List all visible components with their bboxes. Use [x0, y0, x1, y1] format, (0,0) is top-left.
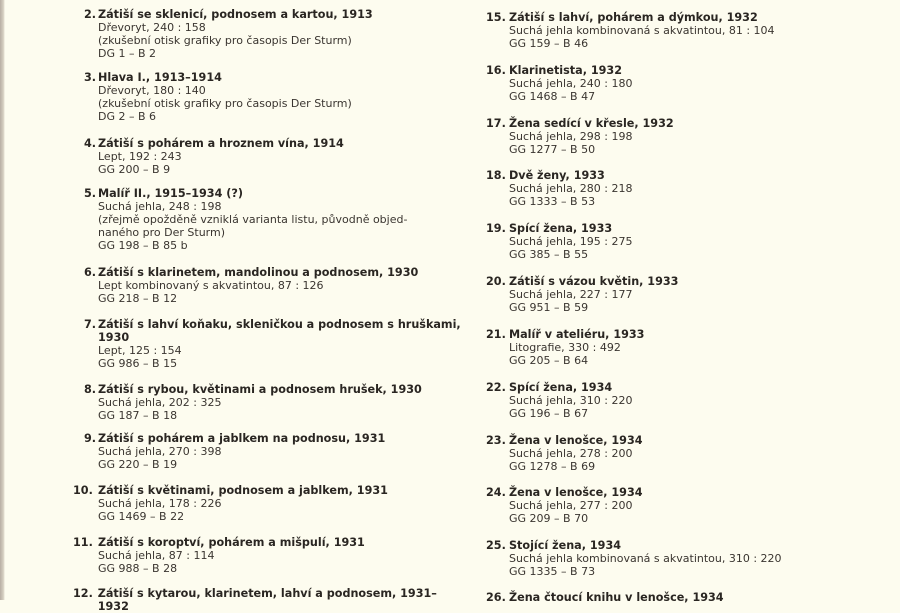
entry-title-continued: 1930: [98, 331, 130, 344]
entry-inventory: GG 196 – B 67: [509, 407, 589, 420]
entry-note: (zřejmě opožděně vzniklá varianta listu, původně objed-: [98, 213, 408, 226]
entry-inventory: GG 218 – B 12: [98, 292, 178, 305]
entry-number: 21.: [486, 328, 506, 341]
entry-number: 8.: [84, 383, 97, 396]
entry-technique: Suchá jehla kombinovaná s akvatintou, 310 : 220: [509, 552, 782, 565]
entry-title: Zátiší s pohárem a hroznem vína, 1914: [98, 137, 344, 150]
entry-inventory: GG 198 – B 85 b: [98, 239, 188, 252]
entry-title: Žena v lenošce, 1934: [509, 434, 643, 447]
entry-inventory: GG 986 – B 15: [98, 357, 178, 370]
catalog-entry: [486, 539, 782, 578]
entry-technique: Suchá jehla, 270 : 398: [98, 445, 222, 458]
entry-note: naného pro Der Sturm): [98, 226, 225, 239]
catalog-entry: [84, 187, 407, 252]
entry-title: Žena sedící v křesle, 1932: [509, 117, 674, 130]
entry-number: 19.: [486, 222, 506, 235]
catalog-entry: [84, 383, 422, 422]
catalog-entry: [486, 222, 633, 261]
entry-number: 22.: [486, 381, 506, 394]
catalog-entry: [84, 432, 385, 471]
entry-number: 16.: [486, 64, 506, 77]
entry-technique: Suchá jehla, 202 : 325: [98, 396, 222, 409]
entry-number: 4.: [84, 137, 97, 150]
entry-technique: Dřevoryt, 240 : 158: [98, 21, 206, 34]
entry-inventory: GG 187 – B 18: [98, 409, 178, 422]
entry-technique: Suchá jehla, 87 : 114: [98, 549, 215, 562]
entry-number: 6.: [84, 266, 97, 279]
entry-technique: Suchá jehla, 310 : 220: [509, 394, 633, 407]
entry-title: Stojící žena, 1934: [509, 539, 622, 552]
entry-number: 9.: [84, 432, 97, 445]
catalog-entry: [486, 381, 633, 420]
catalog-entry: [486, 11, 775, 50]
entry-title: Spící žena, 1933: [509, 222, 613, 235]
catalog-entry: [84, 266, 418, 305]
entry-technique: Litografie, 330 : 492: [509, 341, 621, 354]
entry-technique: Dřevoryt, 180 : 140: [98, 84, 206, 97]
catalog-entry: [84, 137, 344, 176]
entry-technique: Suchá jehla, 178 : 226: [98, 497, 222, 510]
entry-inventory: GG 1468 – B 47: [509, 90, 596, 103]
entry-inventory: GG 220 – B 19: [98, 458, 178, 471]
entry-title: Malíř v ateliéru, 1933: [509, 328, 645, 341]
entry-number: 24.: [486, 486, 506, 499]
catalog-entry: [84, 318, 461, 370]
entry-inventory: GG 1277 – B 50: [509, 143, 596, 156]
page-binding-edge: [0, 0, 5, 600]
entry-number: 26.: [486, 591, 506, 604]
catalog-entry: [84, 8, 373, 60]
catalog-entry: [486, 64, 633, 103]
entry-inventory: GG 1278 – B 69: [509, 460, 596, 473]
entry-technique: Suchá jehla, 195 : 275: [509, 235, 633, 248]
entry-inventory: GG 209 – B 70: [509, 512, 589, 525]
entry-title: Zátiší s lahví, pohárem a dýmkou, 1932: [509, 11, 758, 24]
entry-title: Žena čtoucí knihu v lenošce, 1934: [509, 591, 724, 604]
catalog-entry: [486, 328, 644, 367]
catalog-entry: [486, 117, 674, 156]
catalog-entry: [486, 591, 724, 604]
entry-technique: Suchá jehla, 240 : 180: [509, 77, 633, 90]
entry-title: Zátiší s květinami, podnosem a jablkem, 1931: [98, 484, 388, 497]
entry-title: Žena v lenošce, 1934: [509, 486, 643, 499]
entry-technique: Suchá jehla kombinovaná s akvatintou, 81 : 104: [509, 24, 775, 37]
catalog-entry: [486, 275, 678, 314]
entry-title: Zátiší s klarinetem, mandolinou a podnosem, 1930: [98, 266, 419, 279]
catalog-entry: [486, 434, 643, 473]
entry-inventory: GG 951 – B 59: [509, 301, 589, 314]
catalog-entry: [84, 71, 352, 123]
entry-title: Zátiší s koroptví, pohárem a mišpulí, 1931: [98, 536, 365, 549]
entry-number: 7.: [84, 318, 97, 331]
catalog-entry: [73, 587, 464, 613]
entry-technique: Suchá jehla, 277 : 200: [509, 499, 633, 512]
entry-number: 3.: [84, 71, 97, 84]
entry-number: 10.: [73, 484, 93, 497]
entry-title: Zátiší s lahví koňaku, skleničkou a podnosem s hruškami,: [98, 318, 461, 331]
entry-technique: Suchá jehla, 227 : 177: [509, 288, 633, 301]
entry-technique: Lept, 125 : 154: [98, 344, 182, 357]
catalog-entry: [73, 536, 365, 575]
entry-inventory: GG 200 – B 9: [98, 163, 171, 176]
entry-note: (zkušební otisk grafiky pro časopis Der Sturm): [98, 97, 352, 110]
entry-technique: Suchá jehla, 248 : 198: [98, 200, 222, 213]
entry-inventory: GG 385 – B 55: [509, 248, 589, 261]
entry-title: Zátiší s vázou květin, 1933: [509, 275, 679, 288]
entry-title: Dvě ženy, 1933: [509, 169, 605, 182]
entry-inventory: GG 988 – B 28: [98, 562, 178, 575]
entry-inventory: DG 2 – B 6: [98, 110, 157, 123]
entry-number: 2.: [84, 8, 97, 21]
entry-number: 11.: [73, 536, 93, 549]
entry-number: 23.: [486, 434, 506, 447]
entry-title: Malíř II., 1915–1934 (?): [98, 187, 243, 200]
catalog-entry: [486, 486, 643, 525]
entry-number: 18.: [486, 169, 506, 182]
entry-inventory: GG 1335 – B 73: [509, 565, 596, 578]
catalog-entry: [73, 484, 388, 523]
entry-title: Zátiší s kytarou, klarinetem, lahví a podnosem, 1931–1932: [97, 587, 437, 613]
entry-technique: Suchá jehla, 298 : 198: [509, 130, 633, 143]
entry-inventory: GG 205 – B 64: [509, 354, 589, 367]
entry-title: Spící žena, 1934: [509, 381, 613, 394]
entry-title: Klarinetista, 1932: [509, 64, 622, 77]
entry-title: Hlava I., 1913–1914: [98, 71, 222, 84]
entry-note: (zkušební otisk grafiky pro časopis Der Sturm): [98, 34, 352, 47]
entry-inventory: GG 1469 – B 22: [98, 510, 185, 523]
entry-number: 5.: [84, 187, 97, 200]
entry-number: 15.: [486, 11, 506, 24]
entry-technique: Suchá jehla, 278 : 200: [509, 447, 633, 460]
entry-inventory: GG 1333 – B 53: [509, 195, 596, 208]
entry-technique: Suchá jehla, 280 : 218: [509, 182, 633, 195]
entry-number: 17.: [486, 117, 506, 130]
entry-title: Zátiší s pohárem a jablkem na podnosu, 1931: [98, 432, 386, 445]
entry-number: 12.: [73, 587, 93, 600]
entry-technique: Lept kombinovaný s akvatintou, 87 : 126: [98, 279, 324, 292]
entry-inventory: GG 159 – B 46: [509, 37, 589, 50]
entry-title: Zátiší se sklenicí, podnosem a kartou, 1913: [98, 8, 373, 21]
catalog-entry: [486, 169, 633, 208]
entry-inventory: DG 1 – B 2: [98, 47, 157, 60]
entry-number: 20.: [486, 275, 506, 288]
entry-title: Zátiší s rybou, květinami a podnosem hrušek, 1930: [98, 383, 422, 396]
entry-number: 25.: [486, 539, 506, 552]
entry-technique: Lept, 192 : 243: [98, 150, 182, 163]
